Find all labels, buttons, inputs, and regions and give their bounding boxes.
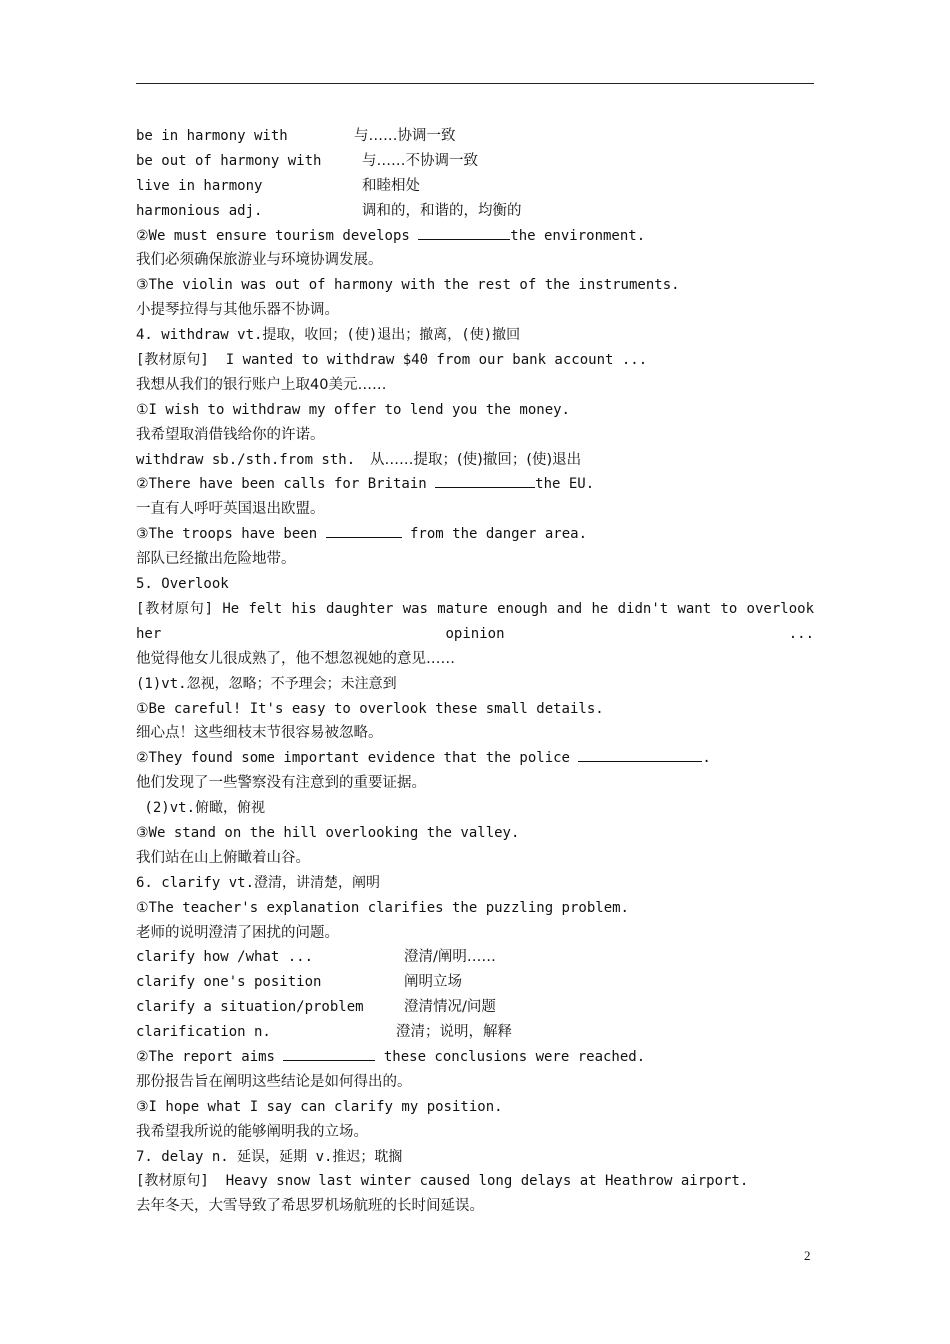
example-sentence: ②There have been calls for Britain the EU.	[136, 472, 814, 497]
translation: 一直有人呼吁英国退出欧盟。	[136, 501, 325, 518]
phrase-en: be in harmony with	[136, 128, 288, 144]
example-sentence: ③I hope what I say can clarify my position.	[136, 1098, 503, 1115]
meaning-heading: (1)vt.忽视，忽略；不予理会；未注意到	[136, 675, 397, 692]
translation: 我想从我们的银行账户上取40美元……	[136, 376, 387, 393]
translation: 他觉得他女儿很成熟了，他不想忽视她的意见……	[136, 650, 455, 667]
example-sentence: ②They found some important evidence that the police .	[136, 746, 814, 771]
phrase-en: live in harmony	[136, 177, 263, 194]
section-heading-overlook: 5. Overlook	[136, 576, 229, 593]
example-sentence: ①I wish to withdraw my offer to lend you the money.	[136, 401, 570, 418]
section-heading-clarify: 6. clarify vt.澄清，讲清楚，阐明	[136, 874, 381, 891]
phrase-row	[136, 448, 814, 473]
phrase-en: withdraw sb./sth.from sth.	[136, 451, 356, 468]
section-heading-delay: 7. delay n. 延误，延期 v.推迟；耽搁	[136, 1148, 403, 1165]
example-sentence: ③The violin was out of harmony with the rest of the instruments.	[136, 277, 680, 294]
phrase-cn: 与……协调一致	[354, 128, 456, 144]
section-heading-withdraw: 4. withdraw vt.提取，收回；(使)退出；撤离，(使)撤回	[136, 327, 521, 344]
source-sentence: [教材原句] He felt his daughter was mature enough and he didn't want to overlook her opinion ...	[136, 600, 814, 642]
fill-blank[interactable]	[435, 473, 535, 488]
translation: 他们发现了一些警察没有注意到的重要证据。	[136, 775, 426, 792]
phrase-cn: 与……不协调一致	[362, 152, 478, 169]
translation: 细心点！这些细枝末节很容易被忽略。	[136, 725, 383, 742]
source-sentence: [教材原句] I wanted to withdraw $40 from our bank account ...	[136, 352, 648, 369]
fill-blank[interactable]	[326, 523, 402, 538]
phrase-row	[136, 124, 814, 149]
document-body	[136, 124, 814, 1219]
phrase-row	[136, 1020, 814, 1045]
phrase-cn: 澄清/阐明……	[404, 949, 496, 966]
translation: 我希望我所说的能够阐明我的立场。	[136, 1123, 368, 1140]
translation: 我希望取消借钱给你的许诺。	[136, 426, 325, 443]
example-sentence: ②The report aims these conclusions were reached.	[136, 1045, 814, 1070]
phrase-en: clarify one's position	[136, 974, 322, 991]
translation: 小提琴拉得与其他乐器不协调。	[136, 302, 339, 319]
phrase-cn: 阐明立场	[404, 974, 462, 991]
example-sentence: ①Be careful! It's easy to overlook these small details.	[136, 700, 604, 717]
translation: 我们站在山上俯瞰着山谷。	[136, 849, 310, 866]
translation: 老师的说明澄清了困扰的问题。	[136, 924, 339, 941]
fill-blank[interactable]	[283, 1046, 375, 1061]
phrase-cn: 调和的，和谐的，均衡的	[362, 202, 522, 219]
phrase-row	[136, 970, 814, 995]
translation: 去年冬天，大雪导致了希思罗机场航班的长时间延误。	[136, 1198, 484, 1215]
fill-blank[interactable]	[578, 747, 702, 762]
phrase-en: harmonious adj.	[136, 202, 263, 219]
phrase-row	[136, 945, 814, 970]
phrase-en: clarify a situation/problem	[136, 999, 364, 1016]
fill-blank[interactable]	[418, 225, 510, 240]
example-sentence: ①The teacher's explanation clarifies the puzzling problem.	[136, 899, 629, 916]
translation: 部队已经撤出危险地带。	[136, 551, 296, 568]
phrase-en: clarification n.	[136, 1024, 271, 1041]
phrase-cn: 从……提取；(使)撤回；(使)退出	[370, 451, 582, 468]
phrase-row	[136, 199, 814, 224]
example-sentence: ②We must ensure tourism develops the environment.	[136, 224, 814, 249]
meaning-heading: (2)vt.俯瞰，俯视	[136, 800, 266, 817]
phrase-cn: 和睦相处	[362, 177, 420, 194]
translation: 那份报告旨在阐明这些结论是如何得出的。	[136, 1073, 412, 1090]
translation: 我们必须确保旅游业与环境协调发展。	[136, 252, 383, 269]
phrase-en: clarify how /what ...	[136, 949, 314, 966]
header-rule	[136, 83, 814, 84]
phrase-cn: 澄清；说明，解释	[396, 1024, 512, 1041]
source-sentence: [教材原句] Heavy snow last winter caused long delays at Heathrow airport.	[136, 1173, 749, 1190]
phrase-row	[136, 174, 814, 199]
phrase-en: be out of harmony with	[136, 152, 322, 169]
example-sentence: ③We stand on the hill overlooking the valley.	[136, 824, 520, 841]
phrase-row	[136, 149, 814, 174]
phrase-row	[136, 995, 814, 1020]
example-sentence: ③The troops have been from the danger area.	[136, 522, 814, 547]
phrase-cn: 澄清情况/问题	[404, 999, 496, 1016]
page-number: 2	[804, 1248, 811, 1263]
